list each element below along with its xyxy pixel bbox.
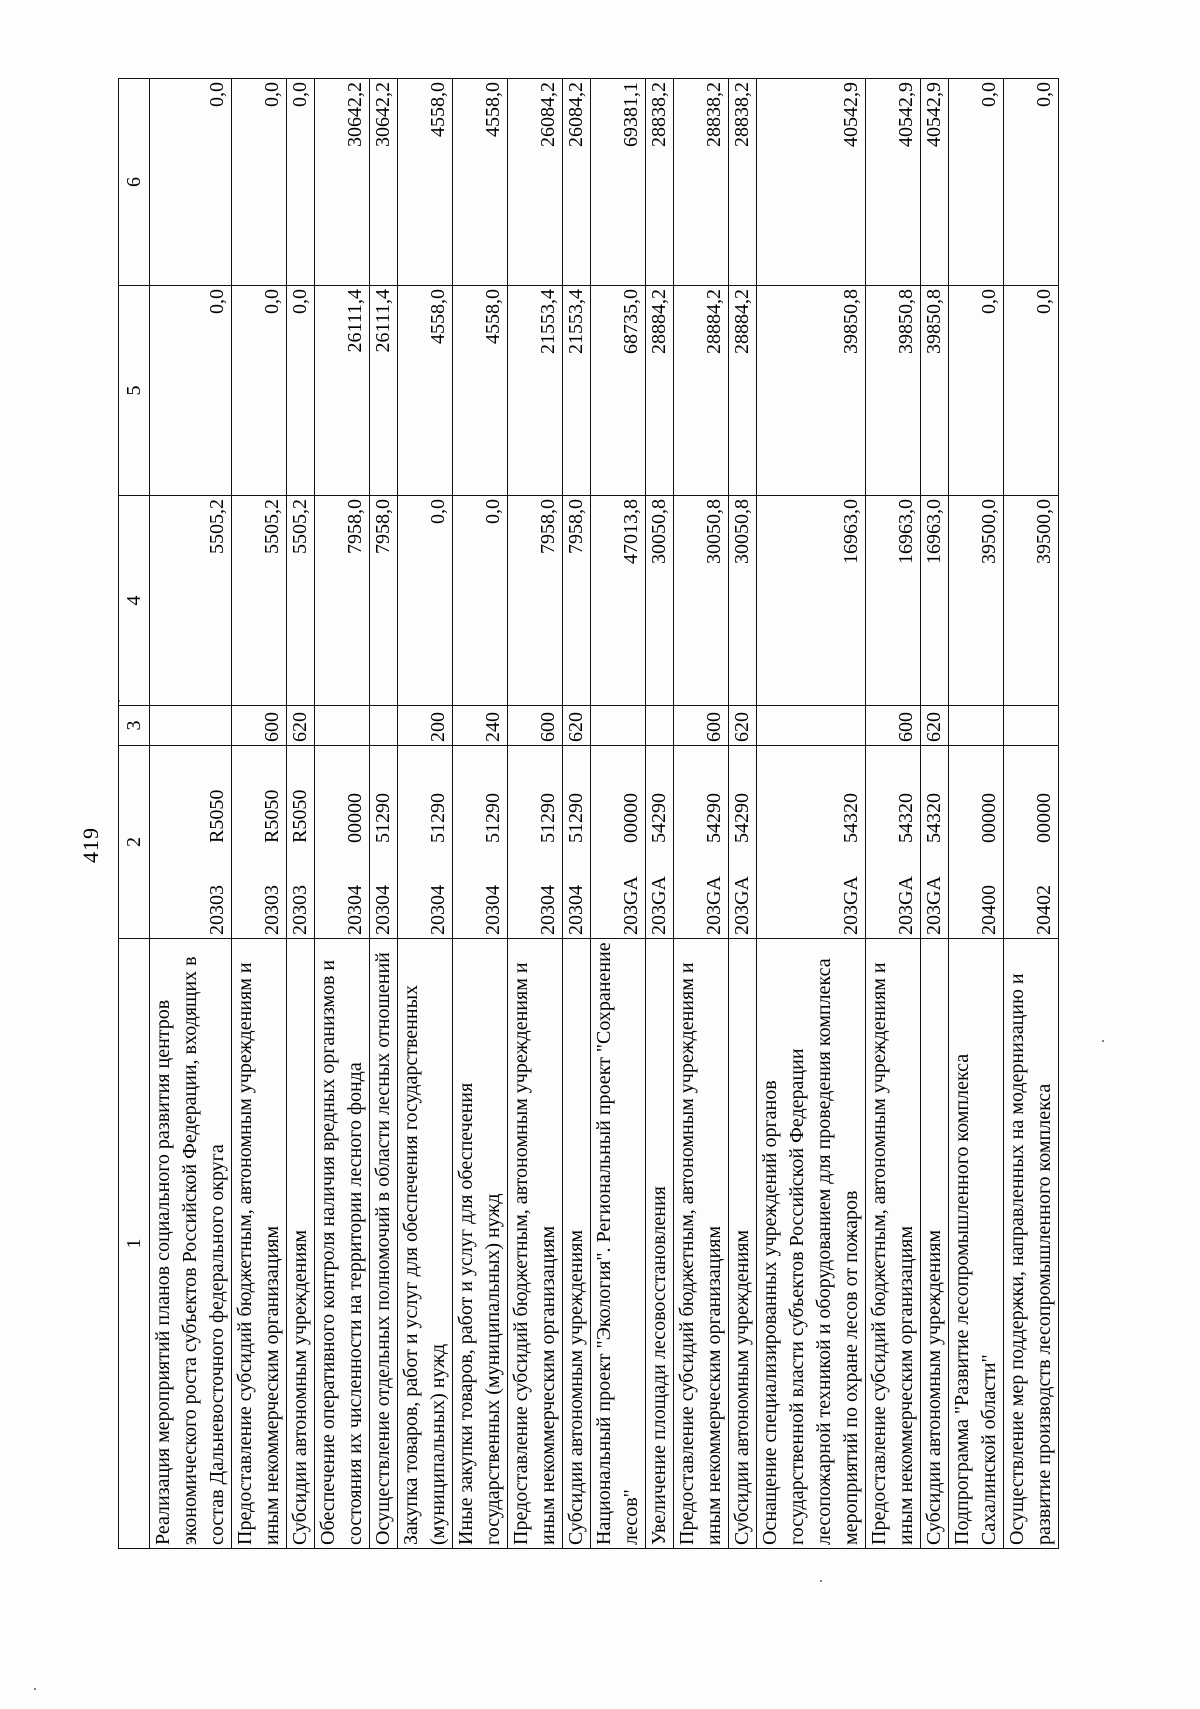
amount-col-4: 30050,8 (729, 496, 757, 706)
amount-col-5: 0,0 (287, 286, 315, 496)
direction-code: 00000 (1033, 793, 1055, 843)
amount-col-6: 0,0 (150, 79, 232, 286)
amount-col-5: 39850,8 (757, 286, 866, 496)
column-header: 5 (119, 286, 150, 496)
amount-col-6: 4558,0 (398, 79, 453, 286)
row-name: Оснащение специализированных учреждений органов государственной власти субъектов Российской Федерации лесопожарной техникой и оборудованием для проведения комплекса мероприятий по охране лесов от пожаров (757, 939, 866, 1549)
table-row (150, 79, 232, 1549)
table-row (287, 79, 315, 1549)
amount-col-4: 39500,0 (1004, 496, 1059, 706)
amount-col-4: 16963,0 (921, 496, 949, 706)
code-cell (563, 746, 591, 939)
amount-col-6: 28838,2 (729, 79, 757, 286)
code-cell (232, 746, 287, 939)
amount-col-6: 0,0 (287, 79, 315, 286)
amount-col-4: 30050,8 (646, 496, 674, 706)
code-cell (949, 746, 1004, 939)
row-name: Субсидии автономным учреждениям (921, 939, 949, 1549)
amount-col-4: 5505,2 (232, 496, 287, 706)
amount-col-5: 68735,0 (591, 286, 646, 496)
direction-code: R5050 (289, 789, 311, 843)
row-name: Предоставление субсидий бюджетным, автономным учреждениям и иным некоммерческим организациям (508, 939, 563, 1549)
column-header: 1 (119, 939, 150, 1549)
code-cell (591, 746, 646, 939)
code-cell (729, 746, 757, 939)
amount-col-4: 7958,0 (315, 496, 370, 706)
budget-table (118, 78, 1059, 1549)
code-cell (370, 746, 398, 939)
expense-type-code: 620 (287, 706, 315, 746)
table-row (921, 79, 949, 1549)
code-cell (1004, 746, 1059, 939)
table-row (646, 79, 674, 1549)
column-header: 2 (119, 746, 150, 939)
direction-code: R5050 (261, 789, 283, 843)
amount-col-5: 39850,8 (866, 286, 921, 496)
direction-code: 51290 (427, 793, 449, 843)
program-code: 203GA (648, 876, 670, 935)
column-header: 6 (119, 79, 150, 286)
direction-code: 00000 (978, 793, 1000, 843)
program-code: 20304 (482, 885, 504, 935)
code-cell (287, 746, 315, 939)
row-name: Предоставление субсидий бюджетным, автономным учреждениям и иным некоммерческим организациям (866, 939, 921, 1549)
table-row (949, 79, 1004, 1549)
amount-col-5: 4558,0 (453, 286, 508, 496)
expense-type-code (646, 706, 674, 746)
direction-code: 51290 (565, 793, 587, 843)
direction-code: 51290 (482, 793, 504, 843)
page-number: 419 (78, 827, 103, 863)
table-row (232, 79, 287, 1549)
column-header: 3 (119, 706, 150, 746)
amount-col-6: 69381,1 (591, 79, 646, 286)
amount-col-6: 28838,2 (646, 79, 674, 286)
amount-col-6: 40542,9 (921, 79, 949, 286)
program-code: 203GA (840, 876, 862, 935)
amount-col-4: 0,0 (398, 496, 453, 706)
program-code: 20304 (537, 885, 559, 935)
expense-type-code: 600 (866, 706, 921, 746)
column-header: 4 (119, 496, 150, 706)
code-cell (315, 746, 370, 939)
amount-col-5: 0,0 (949, 286, 1004, 496)
table-row (757, 79, 866, 1549)
amount-col-4: 16963,0 (866, 496, 921, 706)
expense-type-code (949, 706, 1004, 746)
row-name: Реализация мероприятий планов социального развития центров экономического роста субъектов Российской Федерации, входящих в состав Дальневосточного федерального округа (150, 939, 232, 1549)
code-cell (921, 746, 949, 939)
row-name: Увеличение площади лесовосстановления (646, 939, 674, 1549)
expense-type-code (150, 706, 232, 746)
amount-col-6: 0,0 (1004, 79, 1059, 286)
amount-col-6: 40542,9 (757, 79, 866, 286)
row-name: Предоставление субсидий бюджетным, автономным учреждениям и иным некоммерческим организациям (232, 939, 287, 1549)
program-code: 20303 (289, 885, 311, 935)
program-code: 20402 (1033, 885, 1055, 935)
amount-col-6: 0,0 (232, 79, 287, 286)
row-name: Осуществление мер поддержки, направленных на модернизацию и развитие производств лесопромышленного комплекса (1004, 939, 1059, 1549)
amount-col-6: 4558,0 (453, 79, 508, 286)
direction-code: 54290 (731, 793, 753, 843)
amount-col-5: 28884,2 (646, 286, 674, 496)
expense-type-code: 600 (508, 706, 563, 746)
table-row (453, 79, 508, 1549)
direction-code: 54320 (840, 793, 862, 843)
table-row (508, 79, 563, 1549)
expense-type-code: 240 (453, 706, 508, 746)
table-row (674, 79, 729, 1549)
amount-col-4: 7958,0 (370, 496, 398, 706)
code-cell (150, 746, 232, 939)
amount-col-5: 0,0 (150, 286, 232, 496)
amount-col-5: 26111,4 (370, 286, 398, 496)
direction-code: 00000 (620, 793, 642, 843)
expense-type-code: 620 (729, 706, 757, 746)
table-row (1004, 79, 1059, 1549)
amount-col-4: 5505,2 (287, 496, 315, 706)
direction-code: 54290 (648, 793, 670, 843)
direction-code: 51290 (372, 793, 394, 843)
amount-col-6: 26084,2 (508, 79, 563, 286)
amount-col-4: 7958,0 (563, 496, 591, 706)
row-name: Иные закупки товаров, работ и услуг для обеспечения государственных (муниципальных) нужд (453, 939, 508, 1549)
row-name: Субсидии автономным учреждениям (287, 939, 315, 1549)
table-row (591, 79, 646, 1549)
expense-type-code (757, 706, 866, 746)
amount-col-4: 47013,8 (591, 496, 646, 706)
row-name: Закупка товаров, работ и услуг для обеспечения государственных (муниципальных) нужд (398, 939, 453, 1549)
direction-code: 51290 (537, 793, 559, 843)
table-row (729, 79, 757, 1549)
program-code: 203GA (703, 876, 725, 935)
amount-col-6: 0,0 (949, 79, 1004, 286)
amount-col-5: 26111,4 (315, 286, 370, 496)
table-row (315, 79, 370, 1549)
program-code: 20304 (372, 885, 394, 935)
program-code: 20304 (565, 885, 587, 935)
direction-code: R5050 (206, 789, 228, 843)
amount-col-5: 4558,0 (398, 286, 453, 496)
amount-col-4: 7958,0 (508, 496, 563, 706)
code-cell (453, 746, 508, 939)
expense-type-code: 600 (674, 706, 729, 746)
table-row (398, 79, 453, 1549)
header-row (119, 79, 150, 1549)
row-name: Обеспечение оперативного контроля наличия вредных организмов и состояния их численности на территории лесного фонда (315, 939, 370, 1549)
amount-col-4: 39500,0 (949, 496, 1004, 706)
direction-code: 00000 (344, 793, 366, 843)
amount-col-5: 28884,2 (674, 286, 729, 496)
program-code: 20304 (344, 885, 366, 935)
amount-col-6: 30642,2 (315, 79, 370, 286)
amount-col-4: 5505,2 (150, 496, 232, 706)
expense-type-code: 200 (398, 706, 453, 746)
amount-col-4: 0,0 (453, 496, 508, 706)
amount-col-5: 39850,8 (921, 286, 949, 496)
expense-type-code (1004, 706, 1059, 746)
expense-type-code: 600 (232, 706, 287, 746)
amount-col-5: 21553,4 (563, 286, 591, 496)
expense-type-code: 620 (921, 706, 949, 746)
direction-code: 54320 (923, 793, 945, 843)
expense-type-code (370, 706, 398, 746)
code-cell (508, 746, 563, 939)
program-code: 20304 (427, 885, 449, 935)
direction-code: 54320 (895, 793, 917, 843)
row-name: Национальный проект "Экология". Региональный проект "Сохранение лесов" (591, 939, 646, 1549)
program-code: 203GA (620, 876, 642, 935)
code-cell (757, 746, 866, 939)
program-code: 20303 (261, 885, 283, 935)
row-name: Предоставление субсидий бюджетным, автономным учреждениям и иным некоммерческим организациям (674, 939, 729, 1549)
code-cell (674, 746, 729, 939)
amount-col-5: 21553,4 (508, 286, 563, 496)
table-row (563, 79, 591, 1549)
program-code: 20400 (978, 885, 1000, 935)
amount-col-6: 40542,9 (866, 79, 921, 286)
row-name: Осуществление отдельных полномочий в области лесных отношений (370, 939, 398, 1549)
table-row (370, 79, 398, 1549)
row-name: Субсидии автономным учреждениям (563, 939, 591, 1549)
direction-code: 54290 (703, 793, 725, 843)
amount-col-4: 16963,0 (757, 496, 866, 706)
code-cell (866, 746, 921, 939)
program-code: 203GA (923, 876, 945, 935)
amount-col-5: 0,0 (232, 286, 287, 496)
amount-col-6: 28838,2 (674, 79, 729, 286)
amount-col-4: 30050,8 (674, 496, 729, 706)
code-cell (646, 746, 674, 939)
amount-col-6: 26084,2 (563, 79, 591, 286)
amount-col-5: 0,0 (1004, 286, 1059, 496)
program-code: 203GA (895, 876, 917, 935)
table-body (150, 79, 1059, 1549)
amount-col-5: 28884,2 (729, 286, 757, 496)
expense-type-code (315, 706, 370, 746)
amount-col-6: 30642,2 (370, 79, 398, 286)
code-cell (398, 746, 453, 939)
row-name: Подпрограмма "Развитие лесопромышленного комплекса Сахалинской области" (949, 939, 1004, 1549)
row-name: Субсидии автономным учреждениям (729, 939, 757, 1549)
expense-type-code: 620 (563, 706, 591, 746)
program-code: 203GA (731, 876, 753, 935)
expense-type-code (591, 706, 646, 746)
table-row (866, 79, 921, 1549)
program-code: 20303 (206, 885, 228, 935)
